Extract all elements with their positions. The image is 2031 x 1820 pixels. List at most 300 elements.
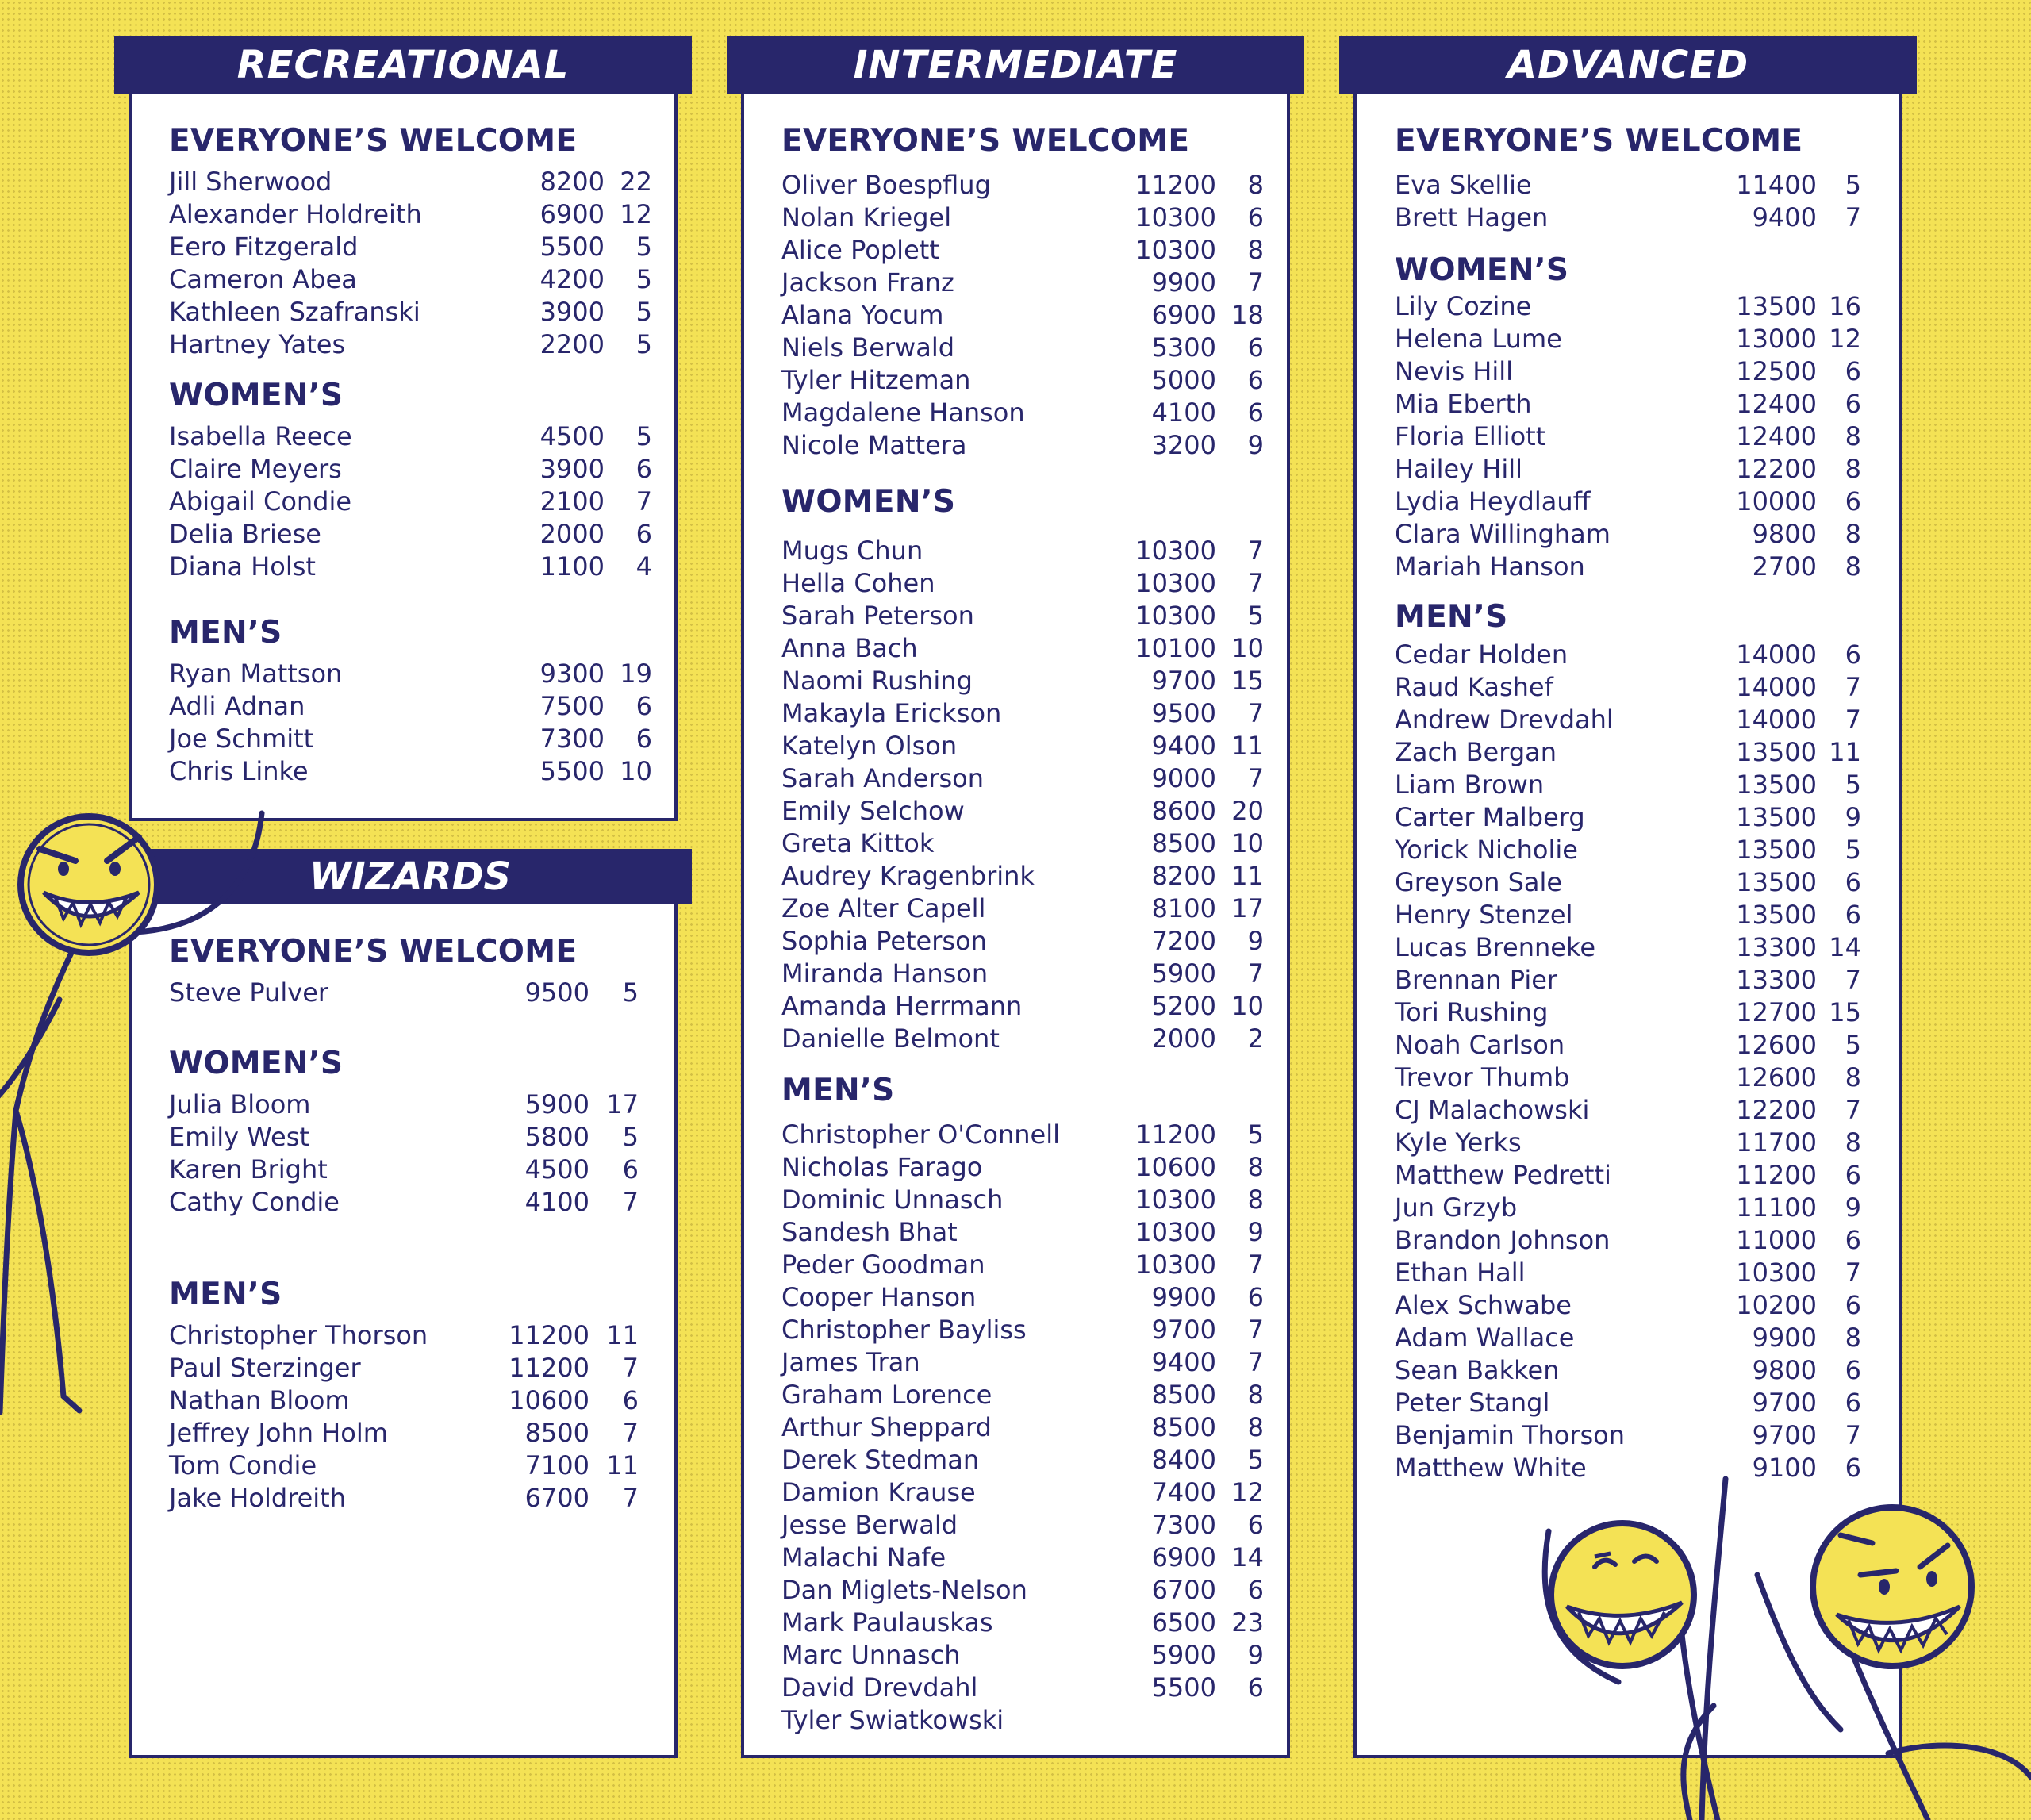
climber-name: Sean Bakken <box>1395 1355 1560 1385</box>
table-row <box>781 397 1264 428</box>
count-value: 6 <box>1845 1160 1861 1190</box>
intermediate-section-title: MEN’S <box>781 1073 895 1108</box>
count-value: 7 <box>1247 1315 1264 1345</box>
climber-name: Joe Schmitt <box>169 724 314 754</box>
count-value: 5 <box>1247 1445 1264 1475</box>
count-value: 18 <box>1231 300 1264 330</box>
climber-name: Christopher Thorson <box>169 1320 428 1350</box>
count-value: 7 <box>1247 1250 1264 1280</box>
count-value: 17 <box>1231 893 1264 923</box>
count-value: 6 <box>1845 1355 1861 1385</box>
climber-name: Diana Holst <box>169 551 316 582</box>
count-value: 14 <box>1829 932 1861 962</box>
points-value: 5900 <box>524 1089 589 1119</box>
table-row <box>1395 996 1861 1028</box>
climber-name: Jesse Berwald <box>781 1510 958 1540</box>
points-value: 4100 <box>524 1187 589 1217</box>
points-value: 5300 <box>1151 332 1216 363</box>
table-row <box>169 263 652 295</box>
intermediate-section-title: WOMEN’S <box>781 484 956 520</box>
table-row <box>1395 964 1861 996</box>
count-value: 11 <box>1829 737 1861 767</box>
count-value: 5 <box>635 421 652 451</box>
table-row <box>781 762 1264 794</box>
count-value: 6 <box>622 1154 639 1185</box>
count-value: 7 <box>1247 568 1264 598</box>
count-value: 16 <box>1829 291 1861 321</box>
table-row <box>1395 388 1861 420</box>
count-value: 12 <box>1231 1477 1264 1507</box>
climber-name: Peder Goodman <box>781 1250 985 1280</box>
climber-name: Nolan Kriegel <box>781 202 952 232</box>
climber-name: Liam Brown <box>1395 770 1545 800</box>
points-value: 9900 <box>1151 267 1216 298</box>
table-row <box>1395 1029 1861 1061</box>
climber-name: Tom Condie <box>169 1450 317 1480</box>
points-value: 6700 <box>1151 1575 1216 1605</box>
count-value: 22 <box>620 167 652 197</box>
table-row <box>1395 1094 1861 1126</box>
climber-name: Matthew Pedretti <box>1395 1160 1611 1190</box>
table-row <box>781 600 1264 632</box>
climber-name: Zach Bergan <box>1395 737 1557 767</box>
table-row <box>1395 1354 1861 1386</box>
count-value: 6 <box>1247 332 1264 363</box>
climber-name: Eero Fitzgerald <box>169 232 359 262</box>
climber-name: Brandon Johnson <box>1395 1225 1611 1255</box>
table-row <box>781 632 1264 664</box>
count-value: 6 <box>1247 1575 1264 1605</box>
table-row <box>1395 1159 1861 1191</box>
count-value: 9 <box>1247 926 1264 956</box>
table-row <box>1395 1322 1861 1353</box>
climber-name: Katelyn Olson <box>781 731 958 761</box>
count-value: 14 <box>1231 1542 1264 1572</box>
count-value: 11 <box>606 1320 639 1350</box>
table-row <box>781 990 1264 1022</box>
table-row <box>781 860 1264 892</box>
points-value: 5500 <box>539 756 605 786</box>
count-value: 7 <box>1247 763 1264 793</box>
table-row <box>1395 1257 1861 1288</box>
count-value: 6 <box>1845 900 1861 930</box>
count-value: 9 <box>1845 802 1861 832</box>
climber-name: Hailey Hill <box>1395 454 1522 484</box>
climber-name: Alexander Holdreith <box>169 199 422 229</box>
count-value: 7 <box>1845 705 1861 735</box>
climber-name: Danielle Belmont <box>781 1023 1000 1054</box>
count-value: 8 <box>1247 1412 1264 1442</box>
climber-name: Trevor Thumb <box>1395 1062 1570 1092</box>
table-row <box>1395 736 1861 768</box>
climber-name: Noah Carlson <box>1395 1030 1565 1060</box>
table-row <box>781 332 1264 363</box>
count-value: 5 <box>635 297 652 327</box>
climber-name: Jackson Franz <box>781 267 954 298</box>
points-value: 10300 <box>1135 202 1216 232</box>
climber-name: Benjamin Thorson <box>1395 1420 1626 1450</box>
stick-figure-left-icon <box>0 793 286 1428</box>
points-value: 10200 <box>1736 1290 1817 1320</box>
table-row <box>781 1574 1264 1606</box>
count-value: 5 <box>635 232 652 262</box>
points-value: 2700 <box>1752 551 1817 582</box>
climber-name: Sophia Peterson <box>781 926 987 956</box>
table-row <box>781 1151 1264 1183</box>
points-value: 7100 <box>524 1450 589 1480</box>
table-row <box>1395 290 1861 322</box>
count-value: 15 <box>1829 997 1861 1027</box>
points-value: 4500 <box>539 421 605 451</box>
climber-name: Jill Sherwood <box>169 167 332 197</box>
climber-name: Mark Paulauskas <box>781 1607 993 1638</box>
table-row <box>169 453 652 485</box>
count-value: 15 <box>1231 666 1264 696</box>
points-value: 10600 <box>1135 1152 1216 1182</box>
climber-name: Steve Pulver <box>169 977 329 1008</box>
table-row <box>781 429 1264 461</box>
table-row <box>781 364 1264 396</box>
points-value: 10300 <box>1135 536 1216 566</box>
table-row <box>781 1607 1264 1638</box>
points-value: 9000 <box>1151 763 1216 793</box>
count-value: 7 <box>1247 267 1264 298</box>
table-row <box>781 1119 1264 1150</box>
count-value: 2 <box>1247 1023 1264 1054</box>
points-value: 6900 <box>1151 300 1216 330</box>
points-value: 7300 <box>539 724 605 754</box>
recreational-section-title: EVERYONE’S WELCOME <box>169 123 578 159</box>
climber-name: Christopher O'Connell <box>781 1119 1061 1150</box>
table-row <box>781 697 1264 729</box>
climber-name: Mariah Hanson <box>1395 551 1585 582</box>
climber-name: Sarah Peterson <box>781 601 974 631</box>
points-value: 11200 <box>1135 170 1216 200</box>
points-value: 12600 <box>1736 1030 1817 1060</box>
recreational-section-title: WOMEN’S <box>169 378 344 413</box>
banner-recreational: RECREATIONAL <box>114 36 692 94</box>
table-row <box>169 420 652 452</box>
points-value: 9700 <box>1752 1420 1817 1450</box>
climber-name: Matthew White <box>1395 1453 1587 1483</box>
points-value: 9700 <box>1151 666 1216 696</box>
table-row <box>781 730 1264 762</box>
climber-name: Ethan Hall <box>1395 1257 1526 1288</box>
wizards-section-title: MEN’S <box>169 1277 282 1312</box>
count-value: 7 <box>622 1483 639 1513</box>
climber-name: Sandesh Bhat <box>781 1217 958 1247</box>
climber-name: Hella Cohen <box>781 568 935 598</box>
count-value: 7 <box>622 1187 639 1217</box>
count-value: 8 <box>1845 519 1861 549</box>
climber-name: Arthur Sheppard <box>781 1412 992 1442</box>
table-row <box>1395 1419 1861 1451</box>
points-value: 3900 <box>539 454 605 484</box>
climber-name: Anna Bach <box>781 633 918 663</box>
climber-name: Magdalene Hanson <box>781 397 1025 428</box>
points-value: 11200 <box>1135 1119 1216 1150</box>
count-value: 8 <box>1247 1185 1264 1215</box>
climber-name: Jeffrey John Holm <box>169 1418 388 1448</box>
points-value: 11100 <box>1736 1192 1817 1223</box>
climber-name: Mia Eberth <box>1395 389 1532 419</box>
climber-name: Tyler Swiatkowski <box>781 1705 1004 1735</box>
count-value: 5 <box>1845 1030 1861 1060</box>
points-value: 11200 <box>509 1353 589 1383</box>
climber-name: Nicole Mattera <box>781 430 967 460</box>
points-value: 10300 <box>1135 1217 1216 1247</box>
table-row <box>781 202 1264 233</box>
table-row <box>169 755 652 787</box>
climber-name: Andrew Drevdahl <box>1395 705 1614 735</box>
climber-name: Isabella Reece <box>169 421 352 451</box>
count-value: 6 <box>1247 202 1264 232</box>
climber-name: Brett Hagen <box>1395 202 1549 232</box>
climber-name: Niels Berwald <box>781 332 955 363</box>
table-row <box>781 827 1264 859</box>
count-value: 8 <box>1845 421 1861 451</box>
climber-name: Lydia Heydlauff <box>1395 486 1591 516</box>
points-value: 9400 <box>1752 202 1817 232</box>
points-value: 8400 <box>1151 1445 1216 1475</box>
count-value: 6 <box>1845 1388 1861 1418</box>
climber-name: Audrey Kragenbrink <box>781 861 1035 891</box>
table-row <box>781 567 1264 599</box>
table-row <box>781 1542 1264 1573</box>
table-row <box>1395 1224 1861 1256</box>
climber-name: Carter Malberg <box>1395 802 1585 832</box>
count-value: 5 <box>635 329 652 359</box>
climber-name: Cameron Abea <box>169 264 357 294</box>
points-value: 11000 <box>1736 1225 1817 1255</box>
count-value: 6 <box>1845 1225 1861 1255</box>
points-value: 6900 <box>539 199 605 229</box>
table-row <box>169 518 652 550</box>
points-value: 6700 <box>524 1483 589 1513</box>
climber-name: Henry Stenzel <box>1395 900 1573 930</box>
table-row <box>781 1444 1264 1476</box>
count-value: 6 <box>1247 1510 1264 1540</box>
table-row <box>781 1411 1264 1443</box>
points-value: 5900 <box>1151 958 1216 989</box>
points-value: 8500 <box>524 1418 589 1448</box>
count-value: 6 <box>635 519 652 549</box>
points-value: 13300 <box>1736 932 1817 962</box>
climber-name: Miranda Hanson <box>781 958 989 989</box>
table-row <box>781 1023 1264 1054</box>
climber-name: Adam Wallace <box>1395 1323 1575 1353</box>
count-value: 5 <box>622 977 639 1008</box>
points-value: 8500 <box>1151 1412 1216 1442</box>
table-row <box>781 1672 1264 1703</box>
climber-name: Abigail Condie <box>169 486 352 516</box>
count-value: 7 <box>635 486 652 516</box>
points-value: 9800 <box>1752 519 1817 549</box>
points-value: 5800 <box>524 1122 589 1152</box>
climber-name: Sarah Anderson <box>781 763 984 793</box>
count-value: 7 <box>1845 965 1861 995</box>
count-value: 17 <box>606 1089 639 1119</box>
count-value: 5 <box>1845 170 1861 200</box>
climber-name: Christopher Bayliss <box>781 1315 1027 1345</box>
climber-name: Oliver Boespflug <box>781 170 991 200</box>
climber-name: Kyle Yerks <box>1395 1127 1522 1158</box>
table-row <box>1395 518 1861 550</box>
table-row <box>781 169 1264 201</box>
table-row <box>1395 769 1861 801</box>
climber-name: Nevis Hill <box>1395 356 1514 386</box>
table-row <box>781 1281 1264 1313</box>
table-row <box>1395 1127 1861 1158</box>
points-value: 4500 <box>524 1154 589 1185</box>
climber-name: Alice Poplett <box>781 235 939 265</box>
count-value: 7 <box>1845 672 1861 702</box>
climber-name: Peter Stangl <box>1395 1388 1550 1418</box>
table-row <box>1395 834 1861 866</box>
table-row <box>781 1379 1264 1411</box>
count-value: 8 <box>1845 551 1861 582</box>
points-value: 9700 <box>1151 1315 1216 1345</box>
count-value: 8 <box>1845 1127 1861 1158</box>
count-value: 10 <box>1231 633 1264 663</box>
table-row <box>781 893 1264 924</box>
table-row <box>1395 1387 1861 1419</box>
climber-name: Hartney Yates <box>169 329 346 359</box>
climber-name: Chris Linke <box>169 756 309 786</box>
count-value: 5 <box>622 1122 639 1152</box>
table-row <box>1395 1289 1861 1321</box>
table-row <box>781 1314 1264 1346</box>
table-row <box>169 1482 639 1514</box>
climber-name: CJ Malachowski <box>1395 1095 1590 1125</box>
climber-name: Delia Briese <box>169 519 321 549</box>
table-row <box>1395 801 1861 833</box>
count-value: 6 <box>622 1385 639 1415</box>
table-row <box>781 795 1264 827</box>
points-value: 12600 <box>1736 1062 1817 1092</box>
count-value: 7 <box>1845 1095 1861 1125</box>
climber-name: Jake Holdreith <box>169 1483 346 1513</box>
climber-name: Emily Selchow <box>781 796 965 826</box>
table-row <box>169 690 652 722</box>
points-value: 12400 <box>1736 389 1817 419</box>
points-value: 11700 <box>1736 1127 1817 1158</box>
points-value: 9400 <box>1151 1347 1216 1377</box>
points-value: 7300 <box>1151 1510 1216 1540</box>
count-value: 5 <box>1247 1119 1264 1150</box>
table-row <box>781 299 1264 331</box>
table-row <box>1395 671 1861 703</box>
climber-name: Nathan Bloom <box>169 1385 350 1415</box>
count-value: 23 <box>1231 1607 1264 1638</box>
table-row <box>1395 704 1861 735</box>
count-value: 7 <box>622 1418 639 1448</box>
points-value: 11200 <box>1736 1160 1817 1190</box>
table-row <box>1395 1192 1861 1223</box>
count-value: 8 <box>1845 1062 1861 1092</box>
table-row <box>1395 323 1861 355</box>
points-value: 8200 <box>539 167 605 197</box>
climber-name: Damion Krause <box>781 1477 976 1507</box>
table-row <box>781 1184 1264 1215</box>
count-value: 6 <box>1247 365 1264 395</box>
climber-name: Emily West <box>169 1122 309 1152</box>
count-value: 9 <box>1845 1192 1861 1223</box>
points-value: 10300 <box>1736 1257 1817 1288</box>
count-value: 7 <box>1845 202 1861 232</box>
count-value: 10 <box>1231 828 1264 858</box>
count-value: 12 <box>620 199 652 229</box>
climber-name: Cedar Holden <box>1395 639 1568 670</box>
climber-name: Cathy Condie <box>169 1187 340 1217</box>
table-row <box>781 1216 1264 1248</box>
count-value: 6 <box>1247 1672 1264 1703</box>
table-row <box>1395 453 1861 485</box>
points-value: 5900 <box>1151 1640 1216 1670</box>
count-value: 6 <box>1247 397 1264 428</box>
count-value: 8 <box>1247 170 1264 200</box>
climber-name: Mugs Chun <box>781 536 923 566</box>
table-row <box>1395 202 1861 233</box>
climber-name: Lily Cozine <box>1395 291 1532 321</box>
count-value: 6 <box>635 454 652 484</box>
climber-name: Dan Miglets-Nelson <box>781 1575 1027 1605</box>
banner-wizards: WIZARDS <box>129 849 692 904</box>
count-value: 7 <box>1247 536 1264 566</box>
points-value: 9500 <box>1151 698 1216 728</box>
climber-name: Dominic Unnasch <box>781 1185 1004 1215</box>
table-row <box>169 166 652 198</box>
count-value: 11 <box>1231 731 1264 761</box>
points-value: 9100 <box>1752 1453 1817 1483</box>
points-value: 5500 <box>539 232 605 262</box>
points-value: 13500 <box>1736 802 1817 832</box>
points-value: 2000 <box>539 519 605 549</box>
table-row <box>1395 899 1861 931</box>
table-row <box>781 535 1264 566</box>
table-row <box>781 1509 1264 1541</box>
table-row <box>169 328 652 360</box>
table-row <box>781 1476 1264 1508</box>
points-value: 1100 <box>539 551 605 582</box>
count-value: 6 <box>1845 1453 1861 1483</box>
table-row <box>1395 486 1861 517</box>
points-value: 13500 <box>1736 835 1817 865</box>
count-value: 7 <box>1247 698 1264 728</box>
count-value: 5 <box>1845 770 1861 800</box>
climber-name: Brennan Pier <box>1395 965 1558 995</box>
climber-name: Graham Lorence <box>781 1380 992 1410</box>
climber-name: Raud Kashef <box>1395 672 1553 702</box>
count-value: 10 <box>1231 991 1264 1021</box>
count-value: 8 <box>1845 1323 1861 1353</box>
climber-name: Helena Lume <box>1395 324 1562 354</box>
climber-name: David Drevdahl <box>781 1672 978 1703</box>
table-row <box>781 1704 1264 1736</box>
count-value: 19 <box>620 659 652 689</box>
points-value: 11400 <box>1736 170 1817 200</box>
wizards-section-title: EVERYONE’S WELCOME <box>169 934 578 970</box>
points-value: 12200 <box>1736 1095 1817 1125</box>
count-value: 8 <box>1845 454 1861 484</box>
points-value: 10300 <box>1135 568 1216 598</box>
points-value: 13000 <box>1736 324 1817 354</box>
table-row <box>781 1346 1264 1378</box>
table-row <box>1395 931 1861 963</box>
table-row <box>169 198 652 230</box>
climber-name: Floria Elliott <box>1395 421 1546 451</box>
count-value: 11 <box>1231 861 1264 891</box>
